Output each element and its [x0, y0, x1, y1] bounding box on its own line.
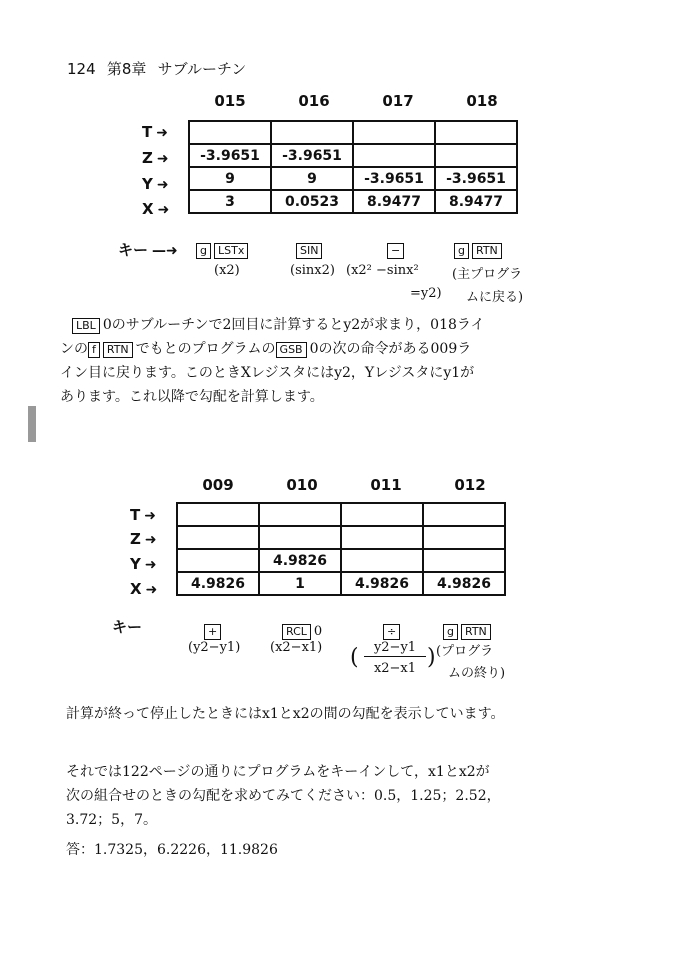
t2-note: (プログラ — [436, 644, 494, 659]
g-key: g — [196, 243, 211, 259]
table-cell — [341, 549, 423, 572]
t1-key-group — [296, 239, 325, 259]
table-cell — [423, 503, 505, 526]
table-row — [177, 549, 505, 572]
rtn-key: RTN — [472, 243, 502, 259]
table-cell: 0.0523 — [271, 190, 353, 213]
t2-register-label: Y ➜ — [130, 555, 157, 573]
t2-note: ムの終り) — [448, 666, 506, 681]
t2-note: (x2−x1) — [270, 640, 323, 655]
table-cell — [177, 549, 259, 572]
paragraph-2: 計算が終って停止したときにはx1とx2の間の勾配を表示しています。 — [66, 706, 505, 722]
table-cell: 8.9477 — [435, 190, 517, 213]
table-cell — [435, 144, 517, 167]
stack-table-2 — [176, 502, 506, 596]
table-cell — [177, 526, 259, 549]
t1-note: (x2) — [214, 263, 240, 278]
para3-line: それでは122ページの通りにプログラムをキーインして，x1とx2が — [66, 764, 490, 780]
table-cell — [423, 526, 505, 549]
t1-note: (x2² −sinx² — [346, 263, 419, 278]
table-cell: -3.9651 — [271, 144, 353, 167]
table-cell: 9 — [271, 167, 353, 190]
t2-register-label: Z ➜ — [130, 530, 157, 548]
divide-key: ÷ — [383, 624, 400, 640]
fraction-numerator: y2−y1 — [364, 640, 426, 657]
table-cell — [353, 121, 435, 144]
chapter-title: サブルーチン — [157, 60, 247, 78]
para1-line: あります。これ以降で勾配を計算します。 — [60, 389, 324, 405]
t1-col-header: 016 — [298, 92, 330, 110]
table-cell — [177, 503, 259, 526]
page-number: 124 — [67, 60, 96, 78]
table-cell: 4.9826 — [423, 572, 505, 595]
t2-key-group — [204, 620, 224, 640]
t1-col-header: 017 — [382, 92, 414, 110]
lbl-key: LBL — [72, 318, 100, 334]
table-cell: 1 — [259, 572, 341, 595]
table-row — [177, 503, 505, 526]
rcl-key: RCL — [282, 624, 311, 640]
table-row — [177, 526, 505, 549]
t1-key-label: キー —➜ — [118, 241, 178, 259]
t2-col-header: 010 — [286, 476, 318, 494]
table-cell: 4.9826 — [177, 572, 259, 595]
fraction-paren-left: ( — [350, 645, 359, 670]
t1-key-group — [387, 239, 407, 259]
fraction-paren-right: ) — [427, 645, 436, 670]
register-digit: 0 — [313, 624, 323, 639]
t1-note: (主プログラ — [452, 267, 523, 282]
table-cell: 4.9826 — [341, 572, 423, 595]
t2-note: (y2−y1) — [188, 640, 241, 655]
answer-line: 答：1.7325，6.2226，11.9826 — [66, 842, 278, 858]
t1-register-label: X ➜ — [142, 200, 170, 218]
plus-key: + — [204, 624, 221, 640]
t2-col-header: 011 — [370, 476, 402, 494]
gsb-key: GSB — [276, 342, 307, 358]
para1-line: ンの f RTN でもとのプログラムの GSB 0の次の命令がある009ラ — [60, 341, 472, 357]
t1-col-header: 018 — [466, 92, 498, 110]
table-cell: -3.9651 — [435, 167, 517, 190]
table-cell — [259, 503, 341, 526]
table-cell: 9 — [189, 167, 271, 190]
table-cell — [341, 526, 423, 549]
table-row — [189, 167, 517, 190]
t1-note: ムに戻る) — [466, 290, 524, 305]
sin-key: SIN — [296, 243, 322, 259]
table-cell: 3 — [189, 190, 271, 213]
minus-key: − — [387, 243, 404, 259]
page-header — [67, 58, 246, 79]
table-cell: -3.9651 — [189, 144, 271, 167]
table-cell — [271, 121, 353, 144]
t2-key-group — [443, 620, 494, 640]
table-cell — [341, 503, 423, 526]
para3-line: 3.72；5，7。 — [66, 812, 157, 828]
table-cell: 8.9477 — [353, 190, 435, 213]
t1-key-group — [196, 239, 251, 259]
margin-tab-marker — [28, 406, 36, 442]
table-cell — [353, 144, 435, 167]
lastx-key: LSTx — [214, 243, 248, 259]
stack-table-1 — [188, 120, 518, 214]
table-cell — [423, 549, 505, 572]
para3-line: 次の組合せのときの勾配を求めてみてください：0.5，1.25；2.52， — [66, 788, 501, 804]
t1-register-label: Y ➜ — [142, 175, 169, 193]
table-cell — [259, 526, 341, 549]
t2-register-label: T ➜ — [130, 506, 156, 524]
t2-key-group — [282, 620, 322, 640]
para1-line: イン目に戻ります。このときXレジスタにはy2，Yレジスタにy1が — [60, 365, 475, 381]
table-cell: 4.9826 — [259, 549, 341, 572]
t1-col-header: 015 — [214, 92, 246, 110]
paragraph-3 — [66, 760, 606, 832]
g-key: g — [443, 624, 458, 640]
t1-note: =y2) — [410, 286, 442, 301]
t2-col-header: 012 — [454, 476, 486, 494]
table-cell — [189, 121, 271, 144]
table-row — [189, 121, 517, 144]
table-row — [189, 190, 517, 213]
t1-key-group — [454, 239, 505, 259]
para1-line: LBL 0のサブルーチンで2回目に計算するとy2が求まり，018ライ — [72, 313, 612, 337]
f-key: f — [88, 342, 100, 358]
t2-col-header: 009 — [202, 476, 234, 494]
rtn-key: RTN — [103, 342, 133, 358]
table-row — [177, 572, 505, 595]
g-key: g — [454, 243, 469, 259]
t2-key-label: キー — [112, 618, 143, 636]
t2-register-label: X ➜ — [130, 580, 158, 598]
t2-key-group — [383, 620, 403, 640]
t1-register-label: Z ➜ — [142, 149, 169, 167]
table-row — [189, 144, 517, 167]
table-cell — [435, 121, 517, 144]
table-cell: -3.9651 — [353, 167, 435, 190]
t1-note: (sinx2) — [290, 263, 335, 278]
chapter-label: 第8章 — [106, 60, 147, 78]
fraction-denominator: x2−x1 — [373, 661, 417, 676]
rtn-key: RTN — [461, 624, 491, 640]
paragraph-1 — [60, 313, 612, 409]
t1-register-label: T ➜ — [142, 123, 168, 141]
